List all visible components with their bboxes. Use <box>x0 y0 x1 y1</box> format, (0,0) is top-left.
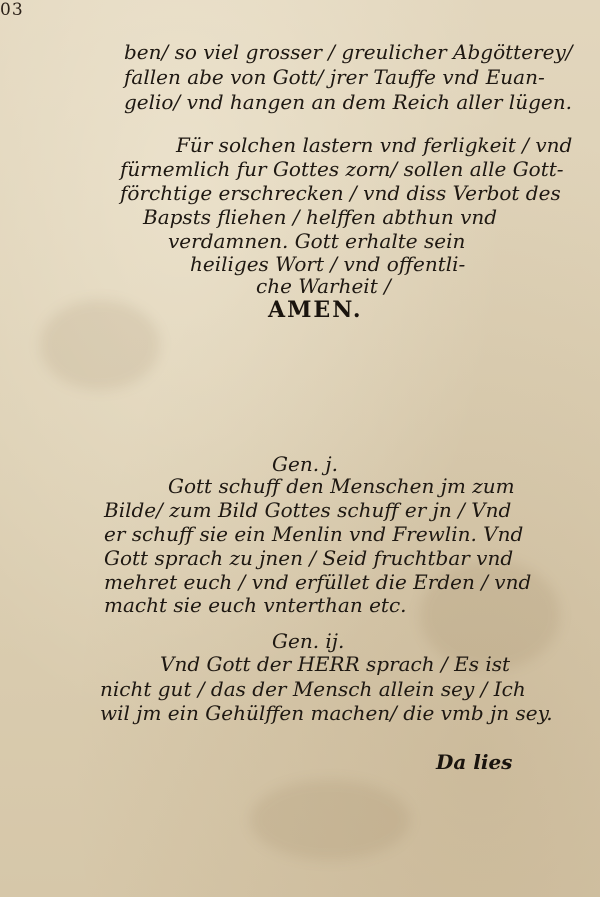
text-line: Gott sprach zu jnen / Seid fruchtbar vnd <box>104 546 514 570</box>
text-line: che Warheit / <box>256 274 391 298</box>
text-line: Bilde/ zum Bild Gottes schuff er jn / Vnd <box>104 498 512 522</box>
text-line: gelio/ vnd hangen an dem Reich aller lügen. <box>124 90 572 114</box>
catchword: Da lies <box>436 750 513 774</box>
paper-stain <box>40 300 160 390</box>
text-line: macht sie euch vnterthan etc. <box>104 593 407 617</box>
section-heading: Gen. ij. <box>272 629 345 653</box>
section-heading: Gen. j. <box>272 452 338 476</box>
text-line: wil jm ein Gehülffen machen/ die vmb jn sey. <box>100 701 553 725</box>
text-line: Gott schuff den Menschen jm zum <box>168 474 515 498</box>
text-line: nicht gut / das der Mensch allein sey / Ich <box>100 677 526 701</box>
text-line: verdamnen. Gott erhalte sein <box>168 229 466 253</box>
text-line: mehret euch / vnd erfüllet die Erden / vnd <box>104 570 532 594</box>
text-line: Für solchen lastern vnd ferligkeit / vnd <box>176 133 573 157</box>
page-number: 03 <box>0 0 24 20</box>
text-line: heiliges Wort / vnd offentli- <box>190 252 466 276</box>
text-line: Vnd Gott der HERR sprach / Es ist <box>160 652 511 676</box>
text-line: ben/ so viel grosser / greulicher Abgötterey/ <box>124 40 573 64</box>
text-line: fürnemlich fur Gottes zorn/ sollen alle Gott- <box>120 157 564 181</box>
text-line: Bapsts fliehen / helffen abthun vnd <box>143 205 498 229</box>
text-line: förchtige erschrecken / vnd diss Verbot des <box>120 181 561 205</box>
amen-closing: AMEN. <box>268 297 363 323</box>
text-line: er schuff sie ein Menlin vnd Frewlin. Vnd <box>104 522 524 546</box>
text-line: fallen abe von Gott/ jrer Tauffe vnd Euan- <box>124 65 545 89</box>
paper-stain <box>250 780 410 860</box>
